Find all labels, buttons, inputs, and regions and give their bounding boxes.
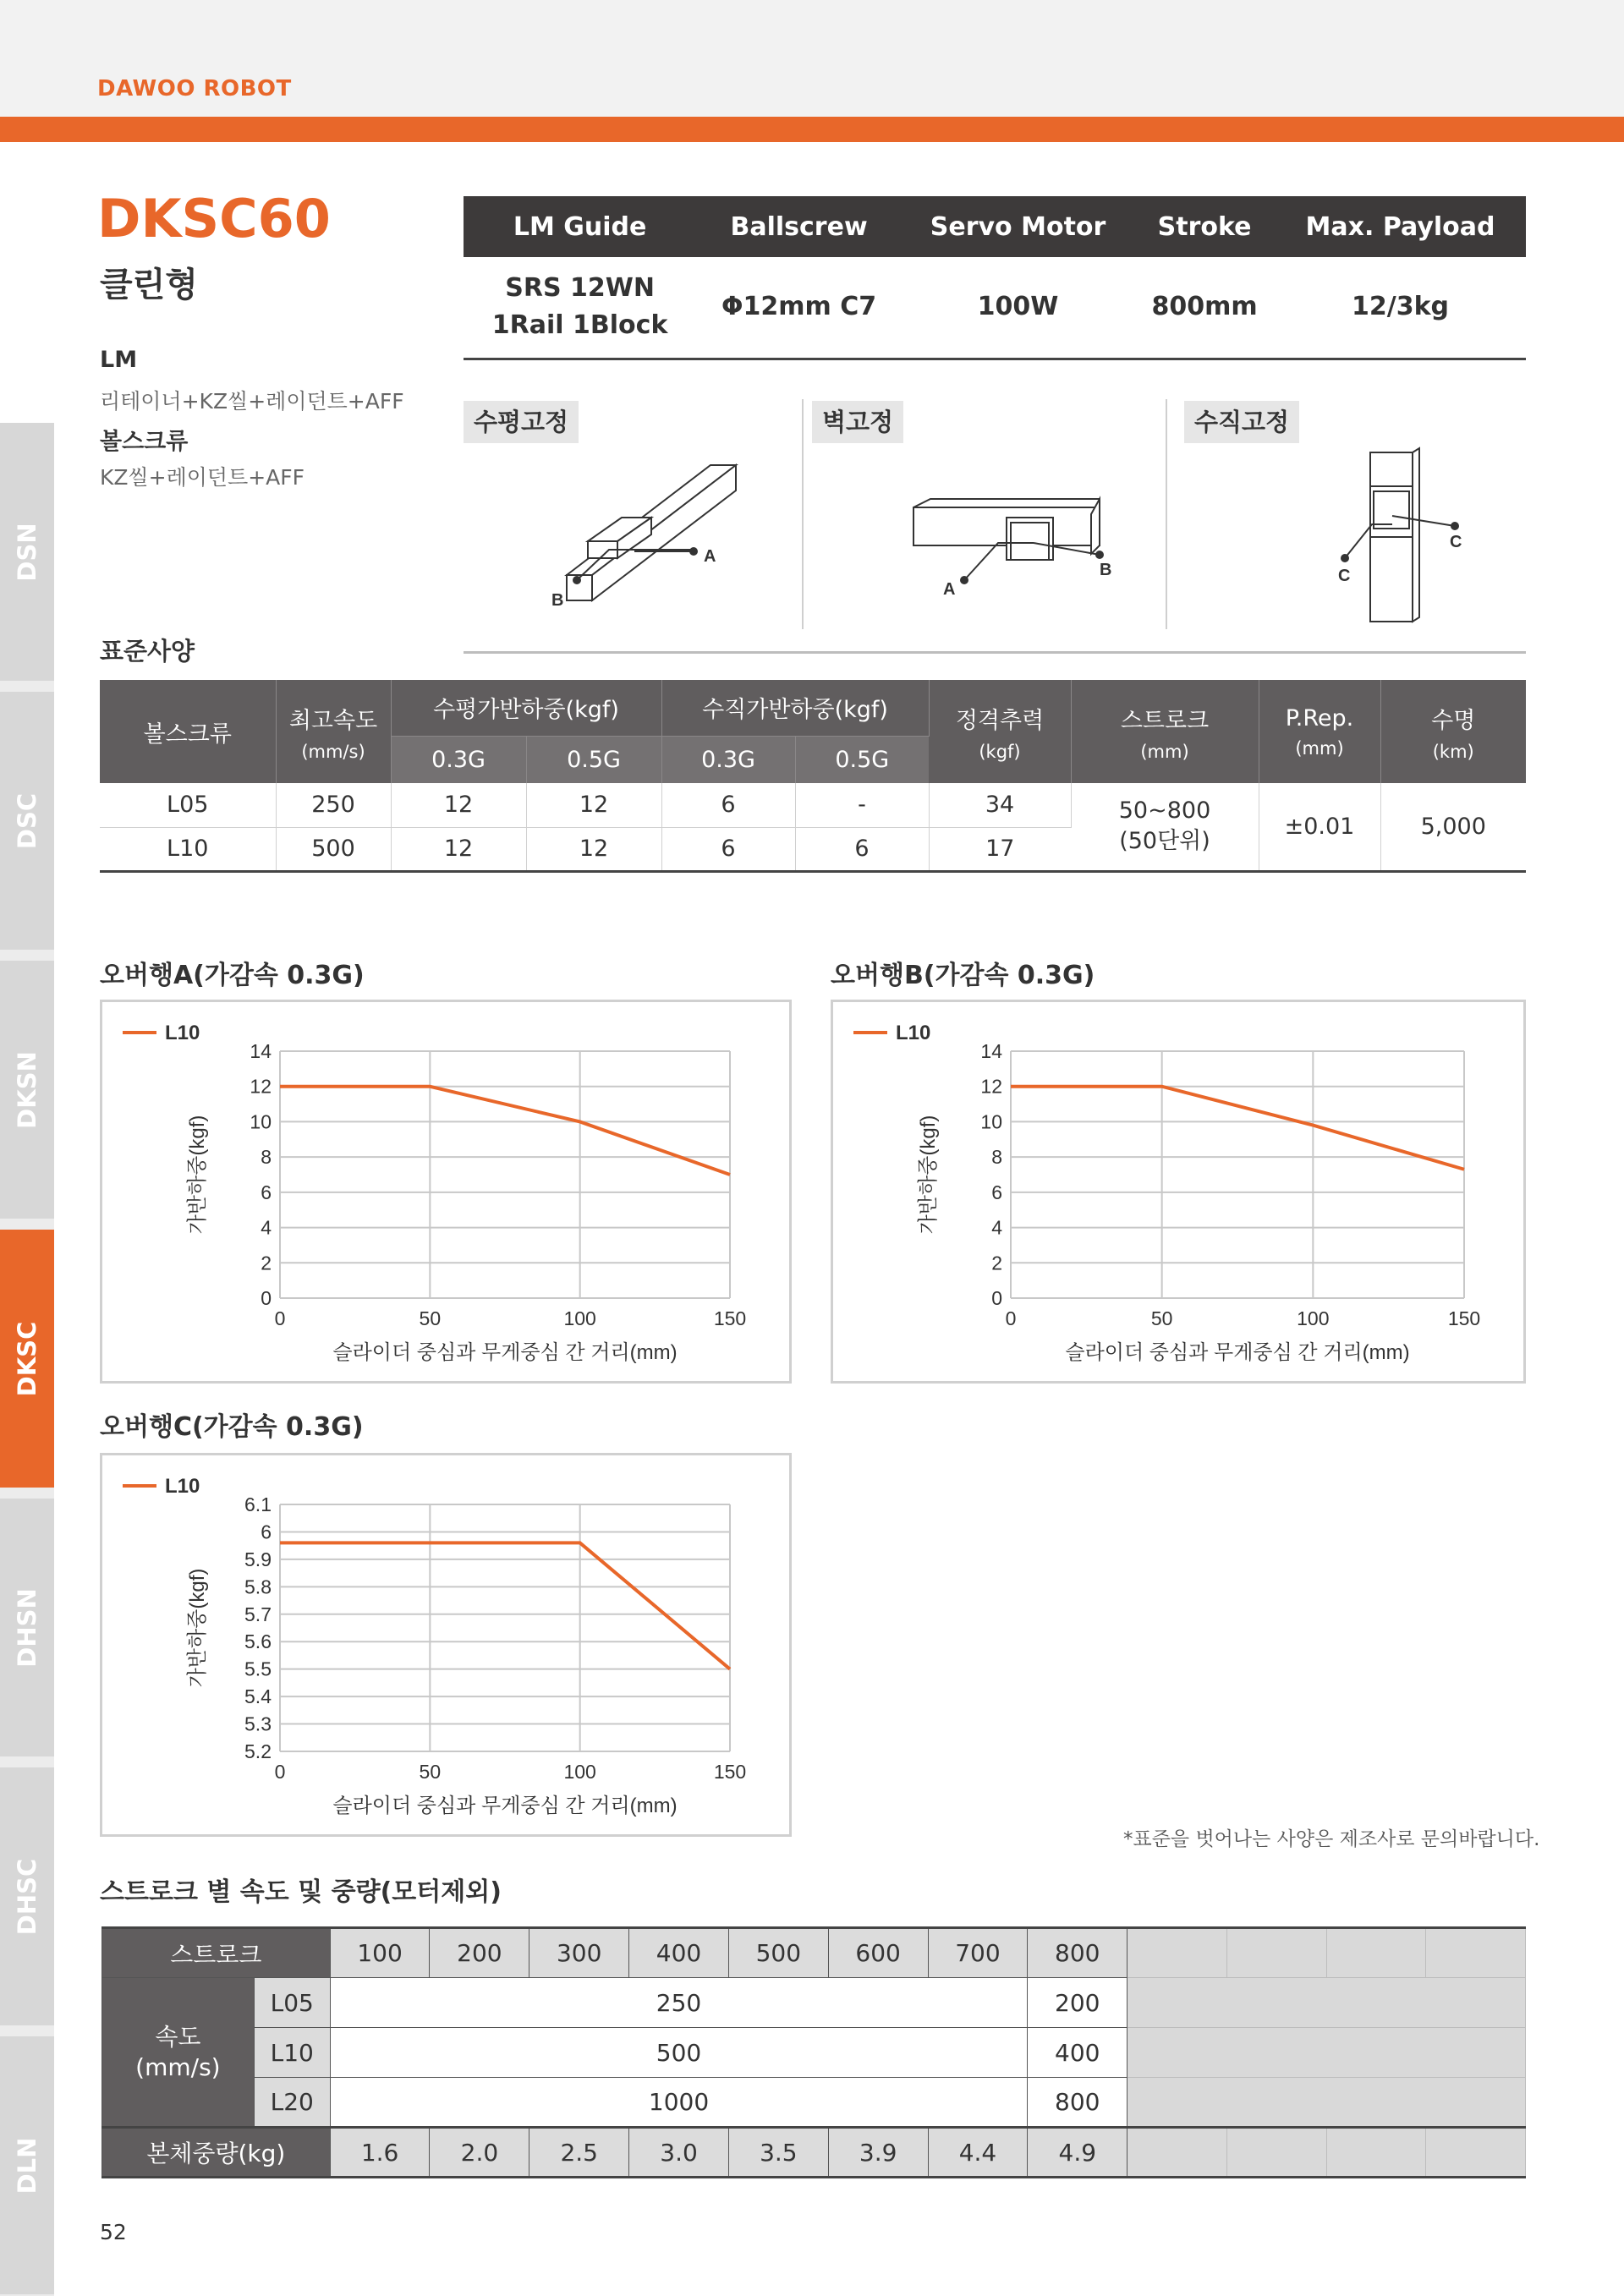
std-h-v05: 0.5G xyxy=(795,736,929,783)
std-h-v03: 0.3G xyxy=(661,736,795,783)
spec-header-lm: LM Guide xyxy=(464,196,696,257)
lm-title: LM xyxy=(100,347,138,373)
x-tick-label: 150 xyxy=(1447,1307,1481,1329)
side-tab-dln[interactable]: DLN xyxy=(0,2036,54,2294)
x-tick-label: 100 xyxy=(563,1307,596,1329)
y-tick-label: 6 xyxy=(991,1181,1002,1203)
table-row: 속도 (mm/s) L05 250 200 xyxy=(102,1978,1526,2028)
std-spec-table xyxy=(100,680,1526,873)
weight-label: 본체중량(kg) xyxy=(102,2128,331,2178)
x-tick-label: 150 xyxy=(713,1307,747,1329)
stroke-label: 스트로크 xyxy=(102,1928,331,1978)
vertical-mount-diagram xyxy=(1320,444,1489,630)
chart-a-title: 오버행A(가감속 0.3G) xyxy=(100,961,365,990)
point-b-label: B xyxy=(551,591,564,609)
y-tick-label: 5.9 xyxy=(244,1548,272,1570)
legend-label: L10 xyxy=(165,1475,200,1498)
chart-svg xyxy=(833,1002,1523,1381)
legend-label: L10 xyxy=(165,1022,200,1044)
y-tick-label: 12 xyxy=(250,1075,272,1098)
spec-header-ballscrew: Ballscrew xyxy=(696,196,902,257)
std-life-value: 5,000 xyxy=(1380,783,1526,871)
point-a-label: A xyxy=(704,547,716,566)
spec-header-stroke: Stroke xyxy=(1134,196,1275,257)
wall-mount-diagram xyxy=(905,490,1133,600)
table-row: L10 500 400 xyxy=(102,2028,1526,2078)
y-axis-label: 가반하중(kgf) xyxy=(917,1115,940,1235)
empty-cell xyxy=(1127,1978,1526,2028)
std-stroke-value: 50~800 (50단위) xyxy=(1071,783,1259,871)
std-h-stroke: 스트로크 (mm) xyxy=(1071,680,1259,783)
y-tick-label: 12 xyxy=(980,1075,1002,1098)
mount-wall-label: 벽고정 xyxy=(812,401,903,443)
x-tick-label: 50 xyxy=(419,1307,442,1329)
side-tab-dsn[interactable]: DSN xyxy=(0,423,54,681)
empty-cell xyxy=(1127,2028,1526,2078)
table-row: 본체중량(kg) 1.6 2.0 2.5 3.0 3.5 3.9 4.4 4.9 xyxy=(102,2128,1526,2178)
x-tick-label: 100 xyxy=(563,1761,596,1783)
header-stripe xyxy=(0,117,1624,142)
chart-b xyxy=(831,1000,1526,1384)
chart-svg xyxy=(102,1455,789,1834)
mount-separator xyxy=(802,399,804,629)
std-h-thrust: 정격추력 (kgf) xyxy=(929,680,1071,783)
empty-cell xyxy=(1226,1928,1326,1978)
point-b-label: B xyxy=(1100,561,1112,579)
mount-separator xyxy=(1166,399,1167,629)
x-tick-label: 0 xyxy=(1005,1307,1017,1329)
spec-table xyxy=(464,196,1526,360)
speed-label: 속도 (mm/s) xyxy=(102,1978,255,2128)
chart-svg xyxy=(102,1002,789,1381)
std-h-life: 수명 (km) xyxy=(1380,680,1526,783)
x-tick-label: 150 xyxy=(713,1761,747,1783)
y-tick-label: 0 xyxy=(261,1287,272,1309)
spec-lm: SRS 12WN 1Rail 1Block xyxy=(464,257,696,359)
std-spec-title: 표준사양 xyxy=(100,637,195,666)
y-tick-label: 5.5 xyxy=(244,1658,272,1680)
y-axis-label: 가반하중(kgf) xyxy=(186,1568,209,1688)
x-tick-label: 0 xyxy=(274,1307,286,1329)
note: *표준을 벗어나는 사양은 제조사로 문의바랍니다. xyxy=(1123,1828,1540,1850)
model-type: 클린형 xyxy=(100,266,198,304)
side-tab-dksc[interactable]: DKSC xyxy=(0,1230,54,1488)
y-axis-label: 가반하중(kgf) xyxy=(186,1115,209,1235)
y-tick-label: 5.3 xyxy=(244,1712,272,1735)
y-tick-label: 5.8 xyxy=(244,1575,272,1598)
page-number: 52 xyxy=(100,2220,127,2244)
y-tick-label: 4 xyxy=(261,1216,272,1239)
table-row: L10 500 12 12 6 6 17 xyxy=(100,827,1526,871)
x-axis-label: 슬라이더 중심과 무게중심 간 거리(mm) xyxy=(332,1795,678,1817)
header-bar xyxy=(0,0,1624,117)
spec-payload: 12/3kg xyxy=(1275,257,1526,359)
std-h-vert: 수직가반하중(kgf) xyxy=(661,680,929,736)
series-line-l10 xyxy=(280,1543,730,1669)
spec-ballscrew: Φ12mm C7 xyxy=(696,257,902,359)
empty-cell xyxy=(1226,2128,1326,2178)
std-h-horiz: 수평가반하중(kgf) xyxy=(391,680,661,736)
series-line-l10 xyxy=(280,1087,730,1175)
std-h-speed: 최고속도 (mm/s) xyxy=(276,680,391,783)
lm-desc: 리테이너+KZ씰+레이던트+AFF xyxy=(100,389,404,414)
mount-bottom-line xyxy=(464,651,1526,654)
mount-horizontal-label: 수평고정 xyxy=(464,401,579,443)
table-row: L05 250 12 12 6 - 34 50~800 (50단위) ±0.01 5,000 xyxy=(100,783,1526,827)
stroke-table: 스트로크 100 200 300 400 500 600 700 800 속도 (mm/s) L05 250 200 L10 500 400 L20 1000 800 본체중량(kg) 1.6 2.0 2.5 3.0 3.5 3.9 4.4 4.9 xyxy=(102,1926,1526,2178)
empty-cell xyxy=(1426,1928,1526,1978)
y-tick-label: 6.1 xyxy=(244,1493,272,1515)
y-tick-label: 14 xyxy=(980,1040,1002,1062)
std-rep-value: ±0.01 xyxy=(1259,783,1380,871)
y-tick-label: 2 xyxy=(261,1252,272,1274)
model-title: DKSC60 xyxy=(97,188,331,249)
empty-cell xyxy=(1127,1928,1227,1978)
spec-header-motor: Servo Motor xyxy=(902,196,1134,257)
chart-a xyxy=(100,1000,792,1384)
empty-cell xyxy=(1326,2128,1426,2178)
ballscrew-title: 볼스크류 xyxy=(100,429,189,455)
y-tick-label: 6 xyxy=(261,1521,272,1543)
point-a-label: A xyxy=(943,580,956,599)
y-tick-label: 5.4 xyxy=(244,1685,272,1708)
y-tick-label: 5.6 xyxy=(244,1630,272,1653)
ballscrew-desc: KZ씰+레이던트+AFF xyxy=(100,465,305,490)
mount-vertical-label: 수직고정 xyxy=(1184,401,1299,443)
side-tab-dhsn[interactable]: DHSN xyxy=(0,1499,54,1756)
empty-cell xyxy=(1127,2128,1227,2178)
point-c-label: C xyxy=(1450,533,1462,551)
side-tab-dsc[interactable]: DSC xyxy=(0,692,54,950)
horizontal-mount-diagram xyxy=(541,457,753,609)
std-h-ballscrew: 볼스크류 xyxy=(100,680,276,783)
x-axis-label: 슬라이더 중심과 무게중심 간 거리(mm) xyxy=(1065,1341,1410,1364)
empty-cell xyxy=(1326,1928,1426,1978)
side-tab-dhsc[interactable]: DHSC xyxy=(0,1767,54,2025)
y-tick-label: 5.2 xyxy=(244,1740,272,1762)
side-tab-dksn[interactable]: DKSN xyxy=(0,961,54,1219)
empty-cell xyxy=(1127,2078,1526,2128)
chart-c xyxy=(100,1453,792,1837)
spec-stroke: 800mm xyxy=(1134,257,1275,359)
y-tick-label: 6 xyxy=(261,1181,272,1203)
x-tick-label: 50 xyxy=(419,1761,442,1783)
point-c-label: C xyxy=(1338,567,1351,585)
y-tick-label: 10 xyxy=(250,1110,272,1133)
x-tick-label: 100 xyxy=(1297,1307,1330,1329)
y-tick-label: 5.7 xyxy=(244,1603,272,1625)
y-tick-label: 4 xyxy=(991,1216,1002,1239)
spec-motor: 100W xyxy=(902,257,1134,359)
y-tick-label: 8 xyxy=(991,1146,1002,1169)
chart-b-title: 오버행B(가감속 0.3G) xyxy=(831,961,1095,990)
empty-cell xyxy=(1426,2128,1526,2178)
spec-header-payload: Max. Payload xyxy=(1275,196,1526,257)
y-tick-label: 2 xyxy=(991,1252,1002,1274)
std-h-rep: P.Rep. (mm) xyxy=(1259,680,1380,783)
x-tick-label: 0 xyxy=(274,1761,286,1783)
y-tick-label: 0 xyxy=(991,1287,1002,1309)
chart-c-title: 오버행C(가감속 0.3G) xyxy=(100,1412,364,1442)
legend-label: L10 xyxy=(896,1022,931,1044)
y-tick-label: 8 xyxy=(261,1146,272,1169)
y-tick-label: 14 xyxy=(250,1040,272,1062)
x-axis-label: 슬라이더 중심과 무게중심 간 거리(mm) xyxy=(332,1341,678,1364)
x-tick-label: 50 xyxy=(1150,1307,1173,1329)
y-tick-label: 10 xyxy=(980,1110,1002,1133)
std-h-h03: 0.3G xyxy=(391,736,526,783)
stroke-table-title: 스트로크 별 속도 및 중량(모터제외) xyxy=(100,1877,502,1907)
std-h-h05: 0.5G xyxy=(526,736,661,783)
brand-name: DAWOO ROBOT xyxy=(97,76,292,101)
table-row: L20 1000 800 xyxy=(102,2078,1526,2128)
